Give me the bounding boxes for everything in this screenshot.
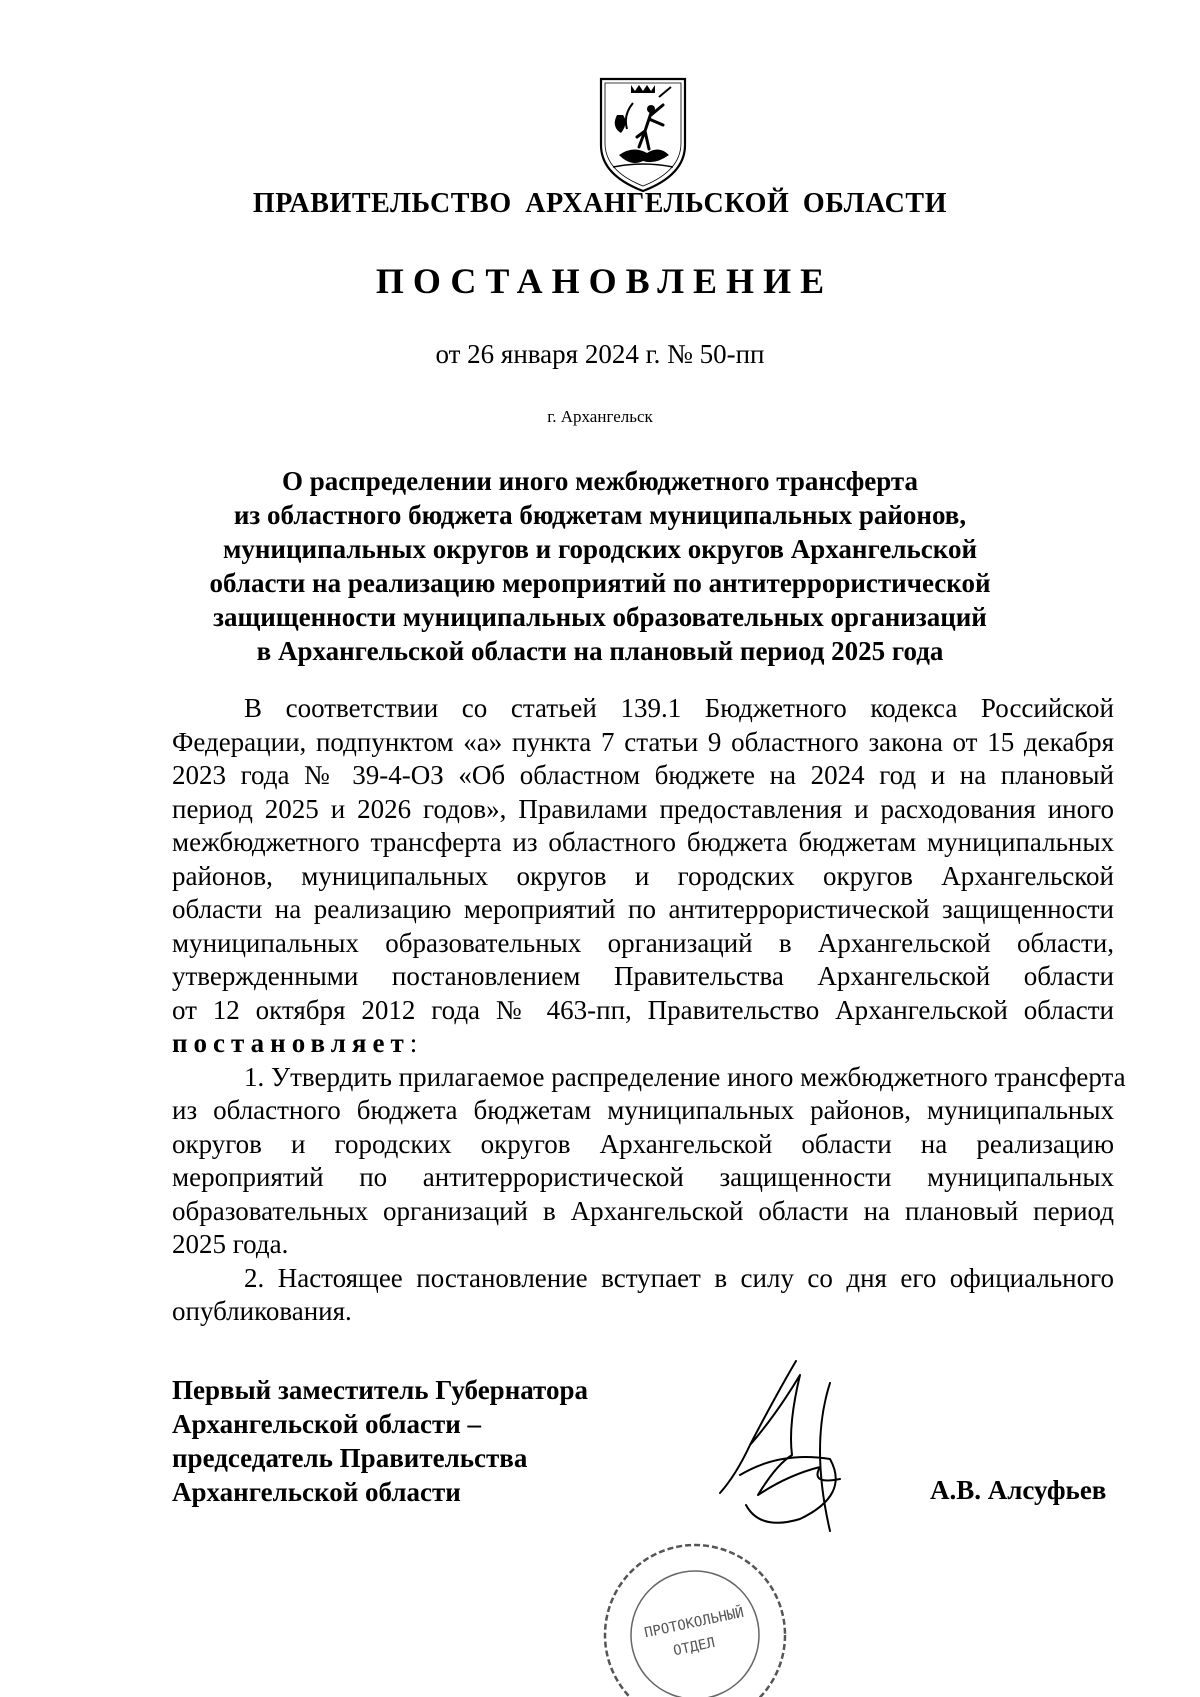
signatory-position-line: Первый заместитель Губернатора [172,1375,588,1405]
document-place: г. Архангельск [547,407,653,426]
preamble-line: Федерации, подпунктом «а» пункта 7 статьи 9 областного закона от 15 декабря [172,726,1114,757]
stamp-text: ПРОТОКОЛЬНЫЙ [643,1604,746,1642]
item1-line: мероприятий по антитеррористической защищенности муниципальных [172,1162,1114,1192]
item2-line: опубликования. [172,1296,352,1326]
document-date-number: от 26 января 2024 г. № 50-пп [435,339,765,369]
item1-line: округов и городских округов Архангельской области на реализацию [172,1128,1114,1159]
preamble-line: области на реализацию мероприятий по антитеррористической защищенности [172,894,1114,924]
resolves-colon: : [409,1028,418,1058]
coat-of-arms-icon [593,75,693,195]
preamble-line: от 12 октября 2012 года № 463-пп, Правительство Архангельской области [172,994,1114,1025]
item1-line: из областного бюджета бюджетам муниципальных районов, муниципальных [172,1095,1114,1125]
document-body [172,692,1126,1329]
preamble-line: В соответствии со статьей 139.1 Бюджетного кодекса Российской [244,693,1114,723]
subject-line: защищенности муниципальных образовательных организаций [213,602,987,632]
handwritten-signature [680,1355,880,1535]
item1-line: образовательных организаций в Архангельской области на плановый период [172,1195,1114,1226]
subject-line: О распределении иного межбюджетного трансферта [281,466,919,496]
subject-line: области на реализацию мероприятий по антитеррористической [209,568,991,598]
signatory-position [172,1373,588,1509]
preamble-line: муниципальных образовательных организаций в Архангельской области, [172,927,1114,958]
subject-line: в Архангельской области на плановый период 2025 года [256,636,944,666]
signatory-name: А.В. Алсуфьев [930,1475,1107,1505]
resolves-word: постановляет [172,1028,410,1058]
preamble-line: утвержденными постановлением Правительства Архангельской области [172,961,1114,991]
signatory-position-line: Архангельской области – [172,1409,482,1439]
official-stamp [595,1535,795,1697]
subject-line: муниципальных округов и городских округов Архангельской [222,534,978,564]
preamble-line: межбюджетного трансферта из областного бюджета бюджетам муниципальных [172,827,1114,857]
government-title: ПРАВИТЕЛЬСТВО АРХАНГЕЛЬСКОЙ ОБЛАСТИ [252,188,948,219]
preamble-line: 2023 года № 39-4-ОЗ «Об областном бюджете на 2024 год и на плановый [172,760,1114,790]
document-type-title: ПОСТАНОВЛЕНИЕ [375,261,834,301]
item2-line: 2. Настоящее постановление вступает в силу со дня его официального [244,1262,1114,1293]
resolves-line [172,1027,1114,1061]
preamble-line: районов, муниципальных округов и городских округов Архангельской [172,860,1114,891]
signatory-position-line: председатель Правительства [172,1443,528,1473]
preamble-line: период 2025 и 2026 годов», Правилами предоставления и расходования иного [172,793,1114,824]
stamp-text: ОТДЕЛ [671,1634,717,1660]
document-subject [200,464,1000,668]
signatory-position-line: Архангельской области [172,1477,461,1507]
subject-line: из областного бюджета бюджетам муниципальных районов, [233,500,967,530]
item1-line: 2025 года. [172,1229,289,1259]
item1-line: 1. Утвердить прилагаемое распределение иного межбюджетного трансферта [244,1061,1126,1092]
